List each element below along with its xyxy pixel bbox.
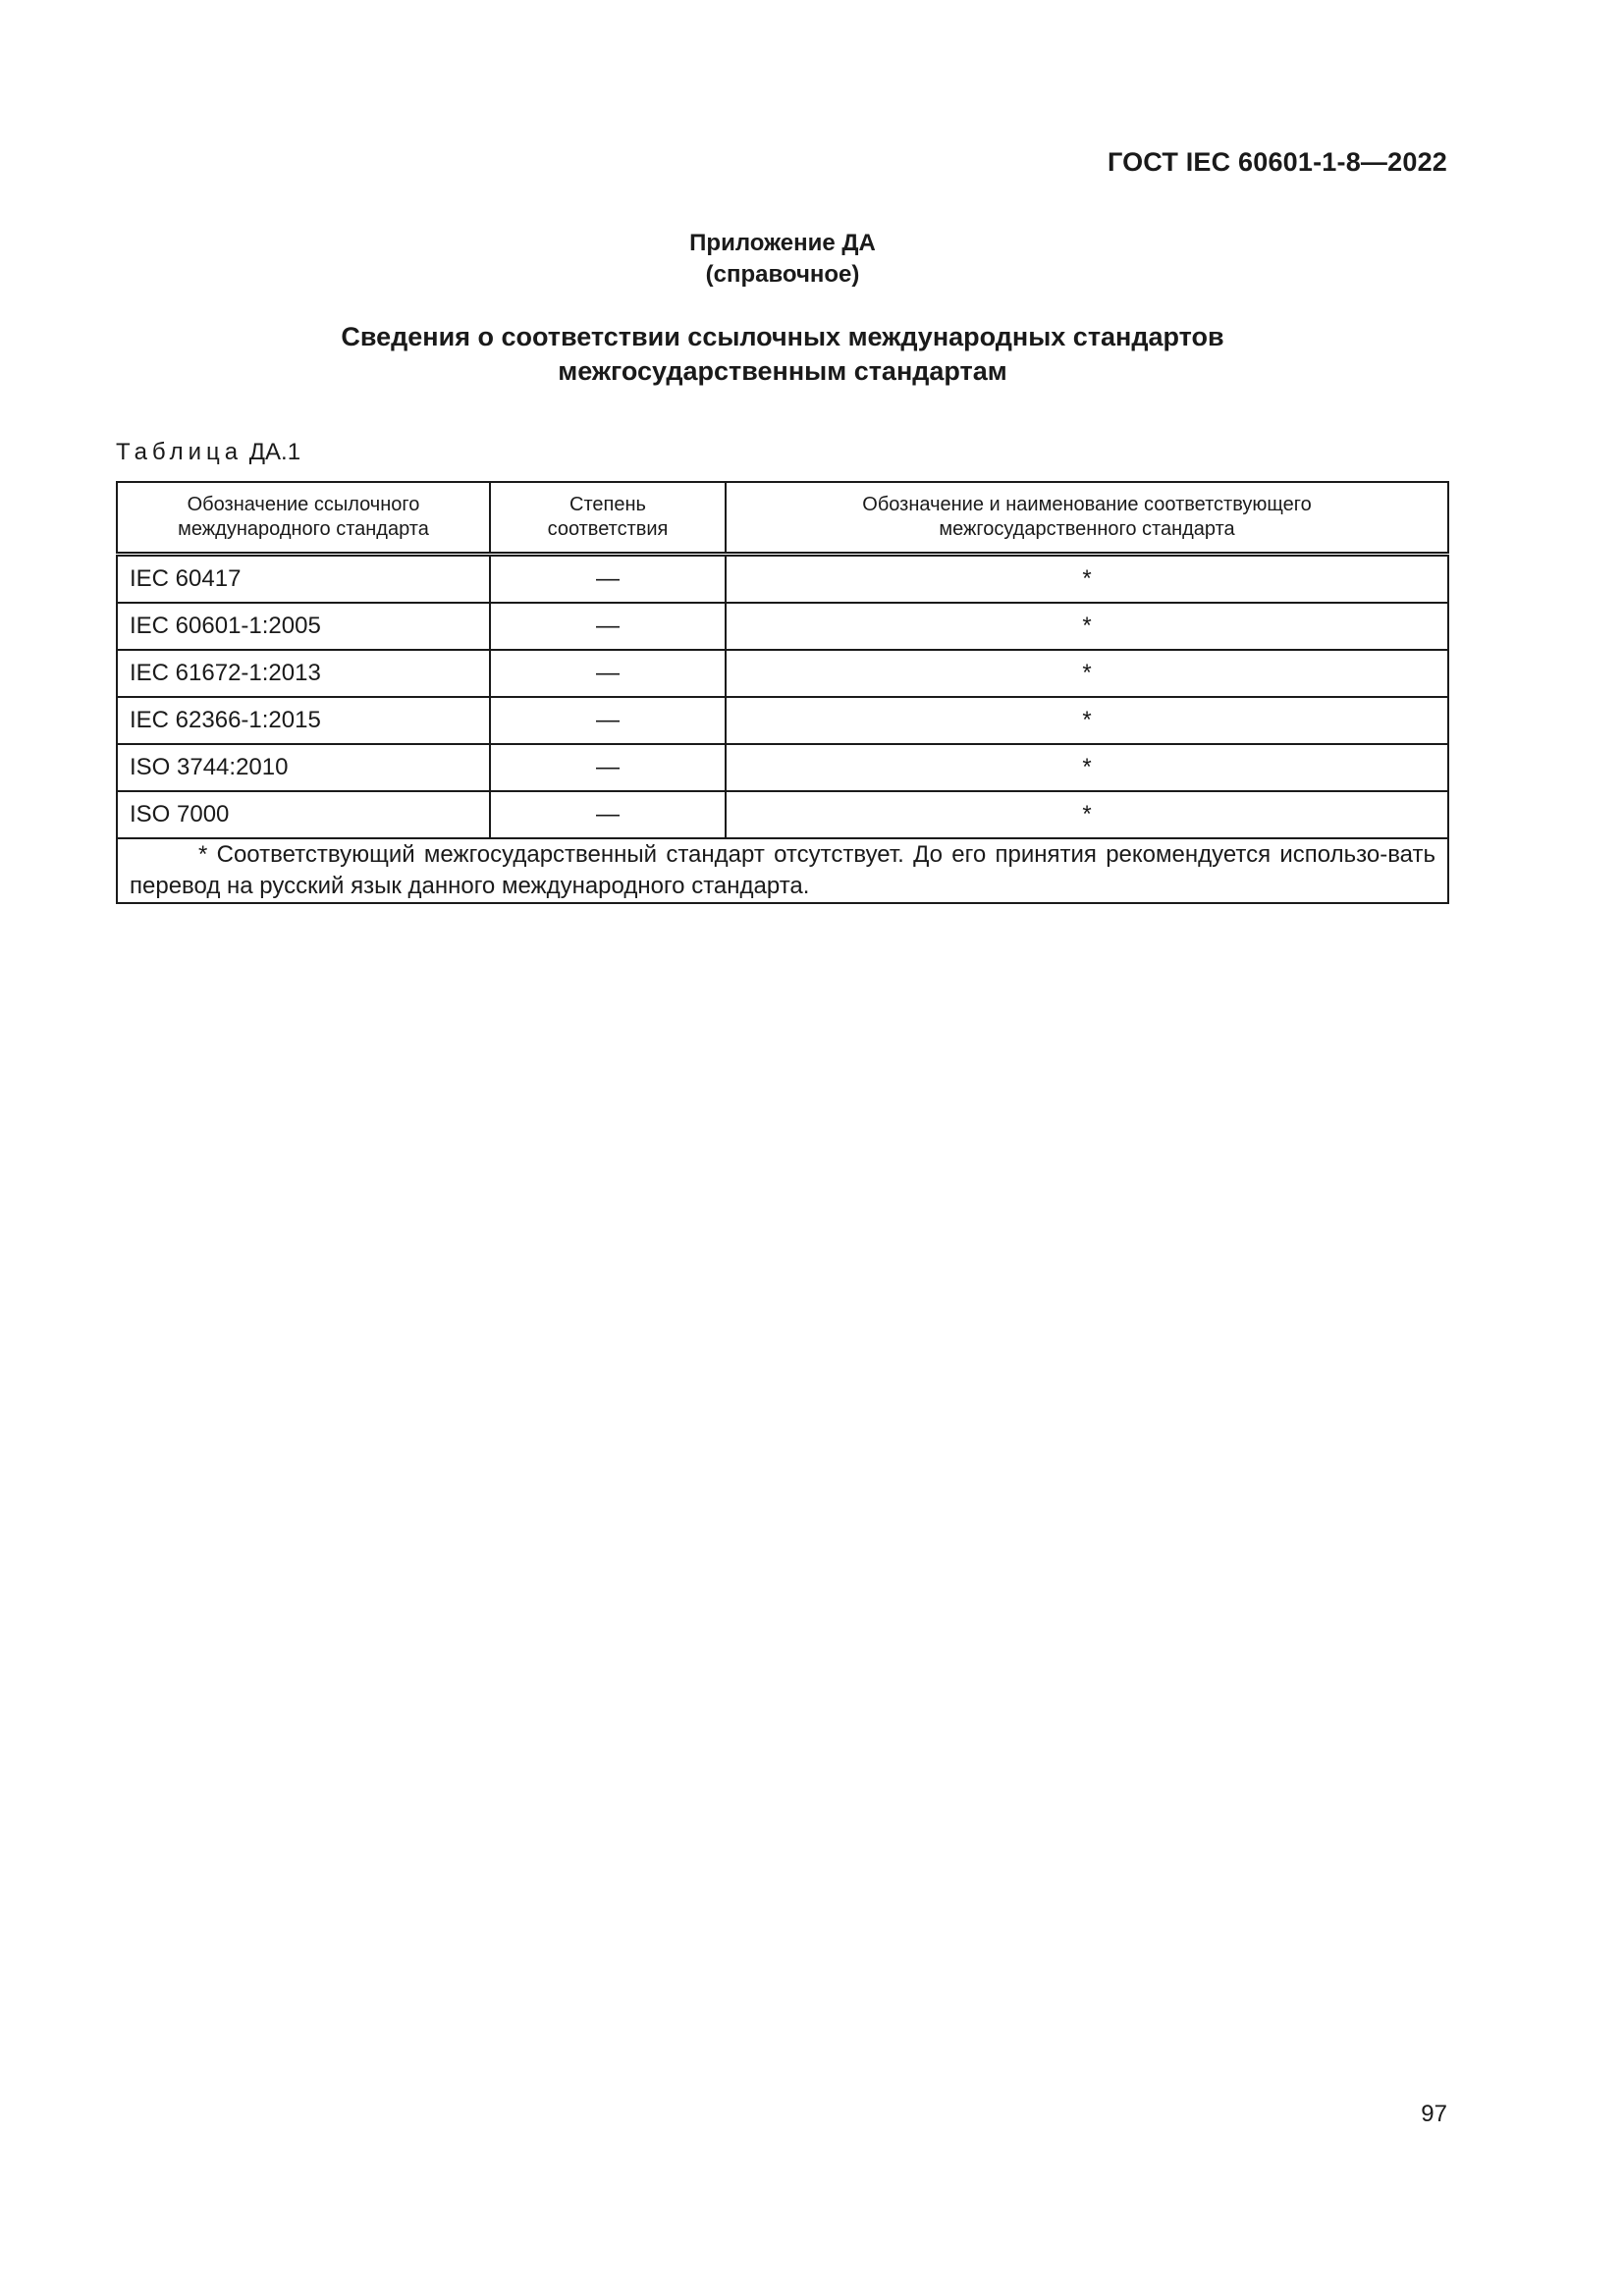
- table-caption-word: Таблица: [116, 439, 244, 465]
- table-row: [117, 791, 1448, 838]
- cell-designation: ISO 7000: [117, 791, 490, 838]
- column-header-degree: [490, 482, 726, 555]
- column-header-line: соответствия: [547, 518, 669, 540]
- column-header-designation: [117, 482, 490, 555]
- table-row: [117, 603, 1448, 650]
- page-number: 97: [1421, 2101, 1447, 2127]
- cell-counterpart: *: [726, 650, 1448, 697]
- cell-degree: —: [490, 744, 726, 791]
- cell-counterpart: *: [726, 603, 1448, 650]
- cell-designation: IEC 60601-1:2005: [117, 603, 490, 650]
- document-code: ГОСТ IEC 60601-1-8—2022: [1107, 147, 1447, 177]
- annex-status: (справочное): [705, 261, 860, 288]
- annex-heading: [0, 228, 1565, 291]
- standards-correspondence-table: [116, 481, 1449, 904]
- column-header-line: межгосударственного стандарта: [939, 518, 1235, 540]
- cell-designation: IEC 61672-1:2013: [117, 650, 490, 697]
- document-title: [0, 320, 1565, 389]
- table-footnote: [117, 838, 1448, 903]
- table-caption-id: ДА.1: [248, 439, 301, 465]
- column-header-line: Степень: [569, 494, 646, 515]
- cell-designation: IEC 60417: [117, 555, 490, 604]
- cell-degree: —: [490, 555, 726, 604]
- table-header-row: [117, 482, 1448, 555]
- cell-degree: —: [490, 650, 726, 697]
- cell-counterpart: *: [726, 744, 1448, 791]
- cell-designation: IEC 62366-1:2015: [117, 697, 490, 744]
- cell-degree: —: [490, 697, 726, 744]
- document-title-line-1: Сведения о соответствии ссылочных международных стандартов: [341, 322, 1224, 351]
- table-row: [117, 697, 1448, 744]
- table-row: [117, 650, 1448, 697]
- table-row: [117, 555, 1448, 604]
- cell-designation: ISO 3744:2010: [117, 744, 490, 791]
- column-header-counterpart: [726, 482, 1448, 555]
- table-row: [117, 744, 1448, 791]
- cell-counterpart: *: [726, 791, 1448, 838]
- document-title-line-2: межгосударственным стандартам: [558, 356, 1007, 386]
- column-header-line: Обозначение и наименование соответствующего: [862, 494, 1312, 515]
- table-caption: [116, 439, 300, 466]
- column-header-line: Обозначение ссылочного: [187, 494, 420, 515]
- cell-degree: —: [490, 603, 726, 650]
- cell-counterpart: *: [726, 555, 1448, 604]
- table-footnote-row: [117, 838, 1448, 903]
- annex-title: Приложение ДА: [689, 230, 876, 256]
- cell-degree: —: [490, 791, 726, 838]
- column-header-line: международного стандарта: [178, 518, 429, 540]
- cell-counterpart: *: [726, 697, 1448, 744]
- footnote-text: * Соответствующий межгосударственный стандарт отсутствует. До его принятия рекомендуется использо-вать перевод на русский язык данного международного стандарта.: [130, 841, 1435, 899]
